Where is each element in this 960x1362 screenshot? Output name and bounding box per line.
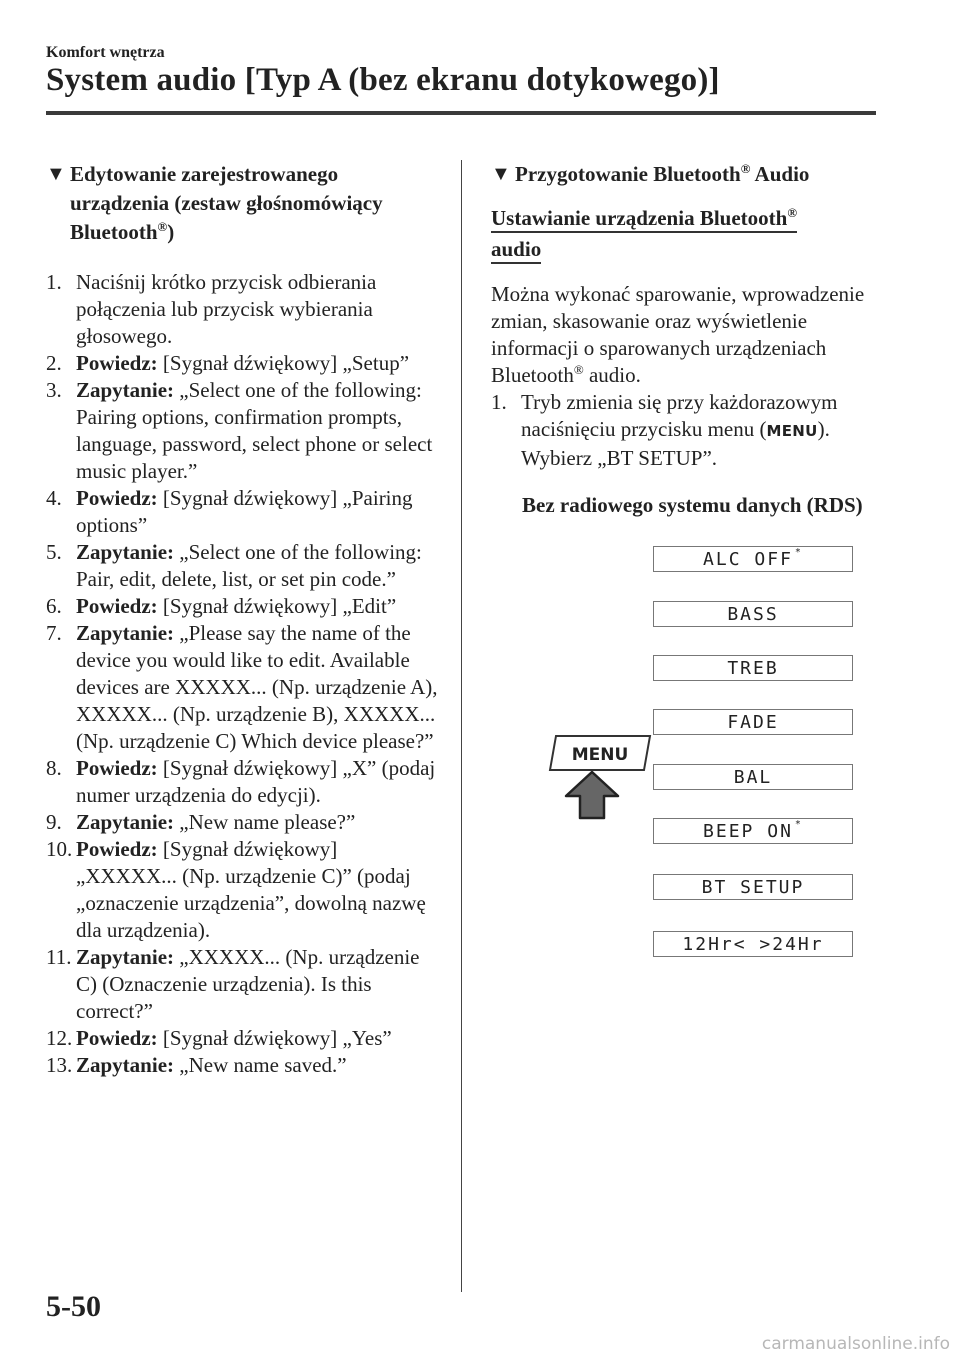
step-label: Zapytanie:: [76, 945, 175, 969]
subsection-heading: Ustawianie urządzenia Bluetooth® audio: [491, 203, 881, 265]
left-column: [46, 160, 438, 1079]
lcd-item-beep-on: BEEP ON *: [653, 818, 853, 844]
step-label: Powiedz:: [76, 1026, 158, 1050]
left-section-heading: [46, 160, 438, 247]
step-number: 4.: [46, 486, 62, 510]
menu-button-icon: [542, 732, 654, 822]
step-item: [46, 755, 438, 809]
step-item: [46, 377, 438, 485]
instruction-step: 1. Tryb zmienia się przy każdorazowym naciśnięciu przycisku menu (MENU). Wybierz „BT SETUP”.: [491, 390, 838, 470]
step-item: [46, 944, 438, 1025]
page-number: 5-50: [46, 1290, 101, 1323]
step-number: 9.: [46, 810, 62, 834]
step-body: [Sygnał dźwiękowy] „Yes”: [162, 1026, 392, 1050]
step-label: Powiedz:: [76, 351, 158, 375]
step-text: [76, 809, 438, 836]
step-number: 6.: [46, 594, 62, 618]
step-text: [76, 620, 438, 755]
lcd-item-bass: BASS: [653, 601, 853, 627]
watermark: carmanualsonline.info: [761, 1334, 950, 1354]
right-section-heading: ▼ Przygotowanie Bluetooth® Audio: [491, 160, 881, 189]
step-label: Powiedz:: [76, 486, 158, 510]
step-item: [46, 269, 438, 350]
step-text: [76, 1052, 438, 1079]
step-list: [46, 269, 438, 1079]
step-item: [46, 593, 438, 620]
step-number: 12.: [46, 1026, 73, 1050]
heading-line: Edytowanie zarejestrowanego: [70, 162, 339, 186]
step-label: Zapytanie:: [76, 540, 175, 564]
step-number: 7.: [46, 621, 62, 645]
lcd-item-bal: BAL: [653, 764, 853, 790]
step-number: 1.: [46, 270, 62, 294]
step-label: Zapytanie:: [76, 810, 175, 834]
step-number: 3.: [46, 378, 62, 402]
column-divider: [461, 160, 462, 1292]
step-text: [76, 539, 438, 593]
lcd-item-alc-off: ALC OFF *: [653, 546, 853, 572]
intro-paragraph: Można wykonać sparowanie, wprowadzenie zmian, skasowanie oraz wyświetlenie informacji o sparowanych urządzeniach Bluetooth® audio.: [491, 282, 865, 387]
step-item: [46, 1025, 438, 1052]
right-column: [491, 160, 881, 519]
step-text: [76, 350, 438, 377]
step-label: Zapytanie:: [76, 378, 175, 402]
rds-note: Bez radiowego systemu danych (RDS): [522, 493, 863, 517]
step-item: [46, 809, 438, 836]
step-number: 13.: [46, 1053, 73, 1077]
step-number: 10.: [46, 837, 73, 861]
step-item: [46, 836, 438, 944]
step-number: 11.: [46, 945, 72, 969]
step-text: [76, 593, 438, 620]
lcd-item-fade: FADE: [653, 709, 853, 735]
step-number: 5.: [46, 540, 62, 564]
step-item: [46, 620, 438, 755]
header-rule: [46, 111, 876, 115]
step-body: [Sygnał dźwiękowy] „X” (podaj numer urządzenia do edycji).: [76, 756, 436, 807]
heading-close: ): [167, 220, 175, 244]
step-body: „Select one of the following: Pair, edit, delete, list, or set pin code.”: [76, 540, 422, 591]
triangle-bullet-icon: ▼: [46, 163, 66, 185]
heading-line: urządzenia (zestaw głośnomówiący: [70, 191, 383, 215]
step-body: „New name please?”: [179, 810, 356, 834]
step-text: [76, 755, 438, 809]
step-label: Powiedz:: [76, 594, 158, 618]
step-number: 8.: [46, 756, 62, 780]
section-label: Komfort wnętrza: [46, 44, 165, 61]
lcd-item-bt-setup: BT SETUP: [653, 874, 853, 900]
step-label: Powiedz:: [76, 756, 158, 780]
menu-button-text: MENU: [571, 745, 629, 765]
step-item: [46, 1052, 438, 1079]
step-text: [76, 944, 438, 1025]
step-body: Naciśnij krótko przycisk odbierania połączenia lub przycisk wybierania głosowego.: [76, 270, 377, 348]
menu-button-label: MENU: [766, 422, 818, 440]
lcd-item-treb: TREB: [653, 655, 853, 681]
step-body: „New name saved.”: [179, 1053, 347, 1077]
step-body: [Sygnał dźwiękowy] „Setup”: [162, 351, 410, 375]
step-text: [76, 269, 438, 350]
step-text: [76, 377, 438, 485]
step-number: 2.: [46, 351, 62, 375]
step-text: [76, 485, 438, 539]
page-title: System audio [Typ A (bez ekranu dotykowego)]: [46, 62, 720, 98]
step-body: [Sygnał dźwiękowy] „Pairing options”: [76, 486, 413, 537]
step-body: „Please say the name of the device you would like to edit. Available devices are XXXXX... (Np. urządzenie A), XXXXX... (Np. urządzenie B), XXXXX... (Np. urządzenie C) Which device please?”: [76, 621, 438, 753]
step-label: Zapytanie:: [76, 621, 175, 645]
step-item: [46, 539, 438, 593]
step-label: Powiedz:: [76, 837, 158, 861]
step-text: [76, 1025, 438, 1052]
step-body: [Sygnał dźwiękowy] „XXXXX... (Np. urządzenie C)” (podaj „oznaczenie urządzenia”, dowolną nazwę dla urządzenia).: [76, 837, 426, 942]
step-body: [Sygnał dźwiękowy] „Edit”: [162, 594, 397, 618]
triangle-bullet-icon: ▼: [491, 163, 511, 185]
step-item: [46, 350, 438, 377]
step-item: [46, 485, 438, 539]
step-label: Zapytanie:: [76, 1053, 175, 1077]
lcd-item-clock-format: 12Hr< >24Hr: [653, 931, 853, 957]
step-body: „Select one of the following: Pairing options, confirmation prompts, language, password, select phone or select music player.”: [76, 378, 433, 483]
registered-mark: ®: [157, 219, 168, 234]
step-body: „XXXXX... (Np. urządzenie C) (Oznaczenie urządzenia). Is this correct?”: [76, 945, 420, 1023]
step-text: [76, 836, 438, 944]
heading-line: Bluetooth: [70, 220, 158, 244]
